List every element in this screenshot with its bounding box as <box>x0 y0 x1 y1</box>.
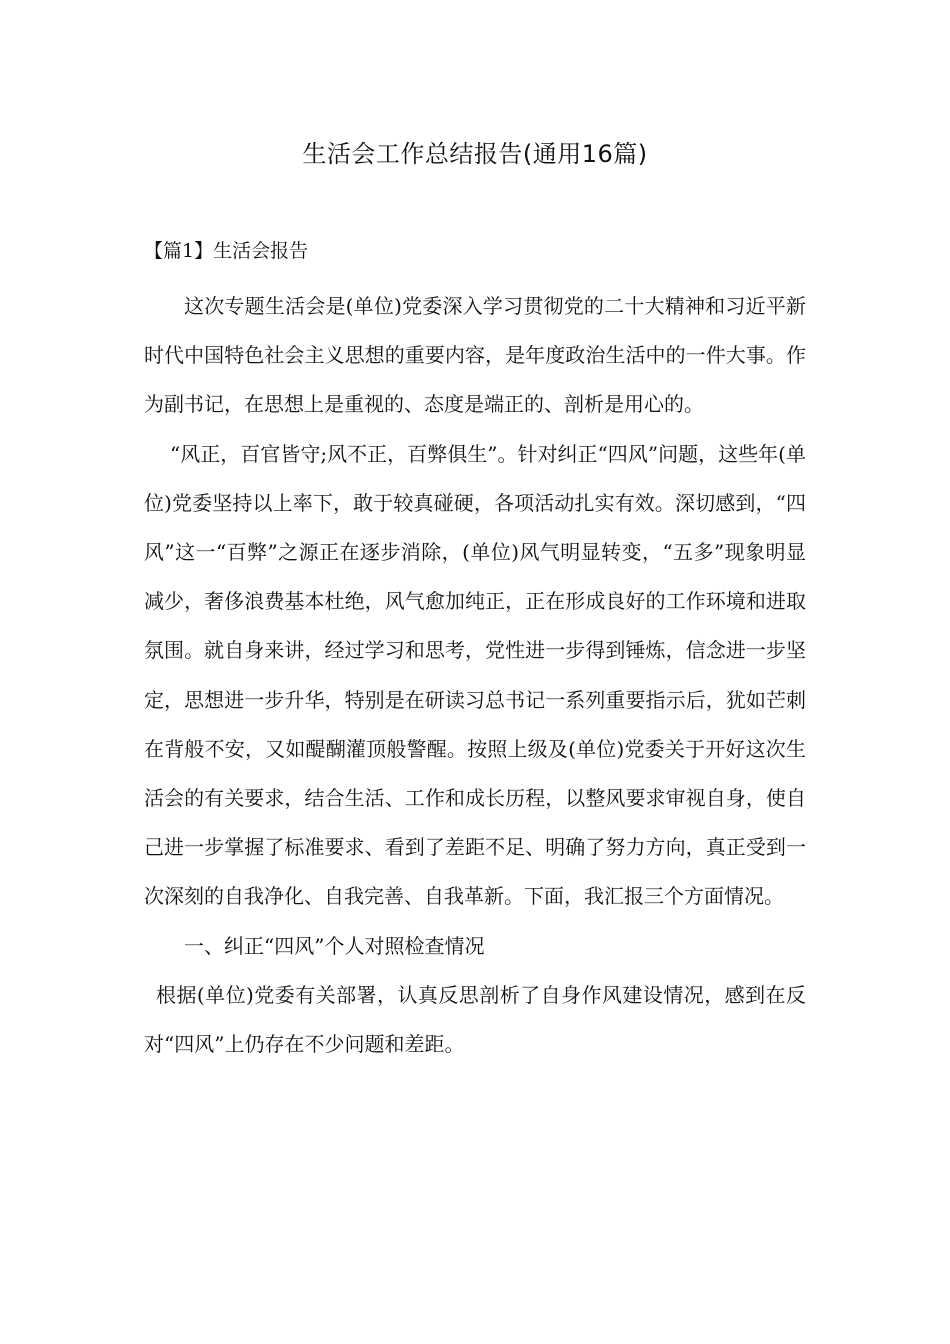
paragraph-four-winds: “风正，百官皆守;风不正，百弊俱生”。针对纠正“四风”问题，这些年(单位)党委坚持以上率下，敢于较真碰硬，各项活动扎实有效。深切感到，“四风”这一“百弊”之源正在逐步消除，(单位)风气明显转变，“五多”现象明显减少，奢侈浪费基本杜绝，风气愈加纯正，正在形成良好的工作环境和进取氛围。就自身来讲，经过学习和思考，党性进一步得到锤炼，信念进一步坚定，思想进一步升华，特别是在研读习总书记一系列重要指示后，犹如芒刺在背般不安，又如醍醐灌顶般警醒。按照上级及(单位)党委关于开好这次生活会的有关要求，结合生活、工作和成长历程，以整风要求审视自身，使自己进一步掌握了标准要求、看到了差距不足、明确了努力方向，真正受到一次深刻的自我净化、自我完善、自我革新。下面，我汇报三个方面情况。 <box>144 441 806 909</box>
paragraph-review: 根据(单位)党委有关部署，认真反思剖析了自身作风建设情况，感到在反对“四风”上仍存在不少问题和差距。 <box>144 982 806 1057</box>
paragraph-intro: 这次专题生活会是(单位)党委深入学习贯彻党的二十大精神和习近平新时代中国特色社会主义思想的重要内容，是年度政治生活中的一件大事。作为副书记，在思想上是重视的、态度是端正的、剖析是用心的。 <box>144 294 806 417</box>
subsection-heading: 一、纠正“四风”个人对照检查情况 <box>184 933 485 958</box>
document-title: 生活会工作总结报告(通用16篇) <box>302 140 648 168</box>
document-body <box>144 282 806 1069</box>
section-heading: 【篇1】生活会报告 <box>144 240 309 262</box>
